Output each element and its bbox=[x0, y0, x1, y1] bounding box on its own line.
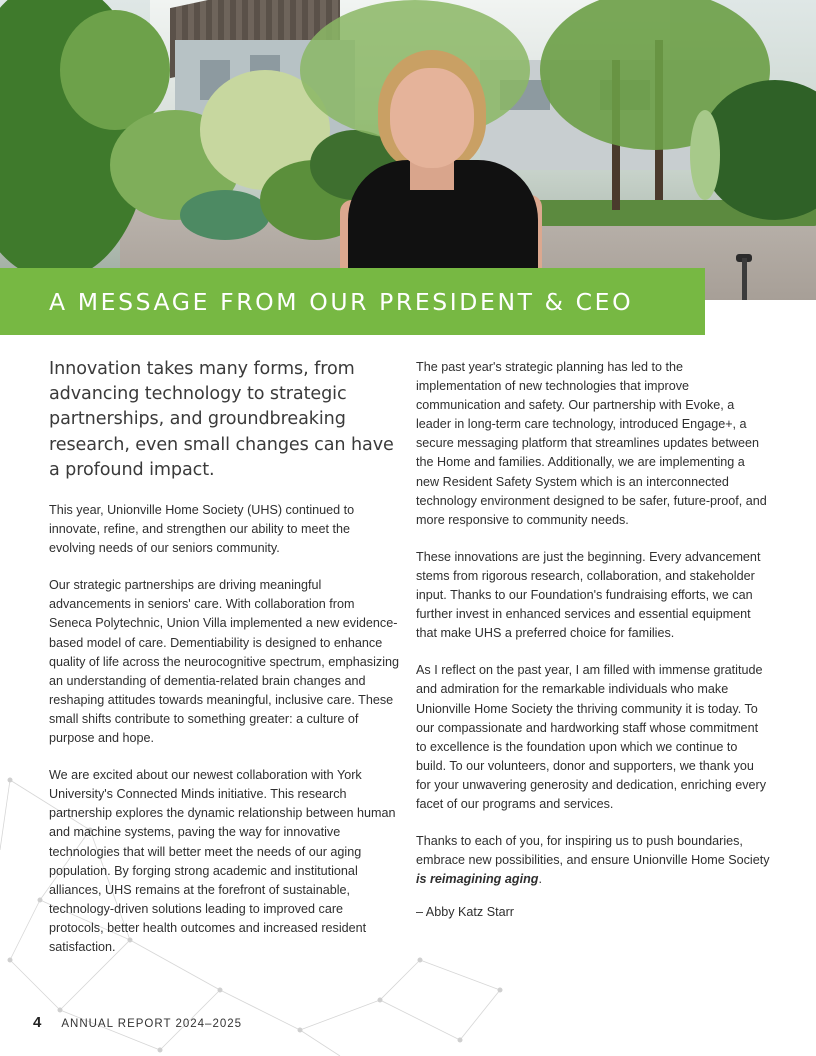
closing-emphasis: is reimagining aging bbox=[416, 872, 539, 887]
closing-end: . bbox=[538, 872, 542, 887]
hero-photo bbox=[0, 0, 816, 300]
body-paragraph: The past year's strategic planning has led to the implementation of new technologies that improve communication and safety. Our partnership with Evoke, a leader in long-term care technology, introduced Engage+, a secure messaging platform that streamlines updates between the Home and families. Additionally, we are implementing a new Resident Safety System which is an interconnected technology environment designed to be safer, future-proof, and more responsive to community needs. bbox=[416, 360, 767, 527]
right-column bbox=[416, 358, 770, 940]
footer bbox=[33, 1014, 242, 1031]
left-column bbox=[49, 357, 399, 975]
closing-text: Thanks to each of you, for inspiring us to push boundaries, embrace new possibilities, and ensure Unionville Home Society bbox=[416, 834, 770, 868]
body-paragraph: We are excited about our newest collaboration with York University's Connected Minds initiative. This research partnership explores the dynamic relationship between human and machine systems, paving the way for innovative technologies that will better meet the needs of our aging population. By forging strong academic and institutional alliances, UHS remains at the forefront of sustainable, technology-driven solutions leading to improved care protocols, better health outcomes and increased resident satisfaction. bbox=[49, 768, 396, 954]
closing-paragraph bbox=[416, 832, 770, 889]
title-banner bbox=[0, 268, 705, 335]
page-title: A MESSAGE FROM OUR PRESIDENT & CEO bbox=[49, 287, 634, 316]
signature: – Abby Katz Starr bbox=[416, 905, 515, 920]
report-label: ANNUAL REPORT 2024–2025 bbox=[61, 1018, 243, 1030]
lead-paragraph: Innovation takes many forms, from advancing technology to strategic partnerships, and groundbreaking research, even small changes can have a profound impact. bbox=[49, 359, 394, 480]
body-paragraph: Our strategic partnerships are driving meaningful advancements in seniors' care. With collaboration from Seneca Polytechnic, Union Villa implemented a new evidence-based model of care. Dementiability is designed to enhance quality of life across the neurocognitive spectrum, emphasizing an understanding of dementia-related brain changes and reshaping attitudes towards meaningful, inclusive care. These small shifts contribute to something greater: a culture of purpose and hope. bbox=[49, 578, 400, 746]
page-number: 4 bbox=[33, 1014, 42, 1031]
body-paragraph: These innovations are just the beginning. Every advancement stems from rigorous research, collaboration, and stakeholder input. Thanks to our Foundation's fundraising efforts, we can further invest in enhanced services and essential equipment that make UHS a preferred choice for families. bbox=[416, 549, 761, 641]
body-paragraph: This year, Unionville Home Society (UHS) continued to innovate, refine, and strengthen our ability to meet the evolving needs of our seniors community. bbox=[49, 503, 355, 556]
body-paragraph: As I reflect on the past year, I am filled with immense gratitude and admiration for the remarkable individuals who make Unionville Home Society the thriving community it is today. To our compassionate and hardworking staff whose commitment to excellence is the foundation upon which we continue to build. To our volunteers, donor and supporters, we thank you for your unwavering generosity and dedication, enriching every facet of our programs and services. bbox=[416, 663, 767, 811]
